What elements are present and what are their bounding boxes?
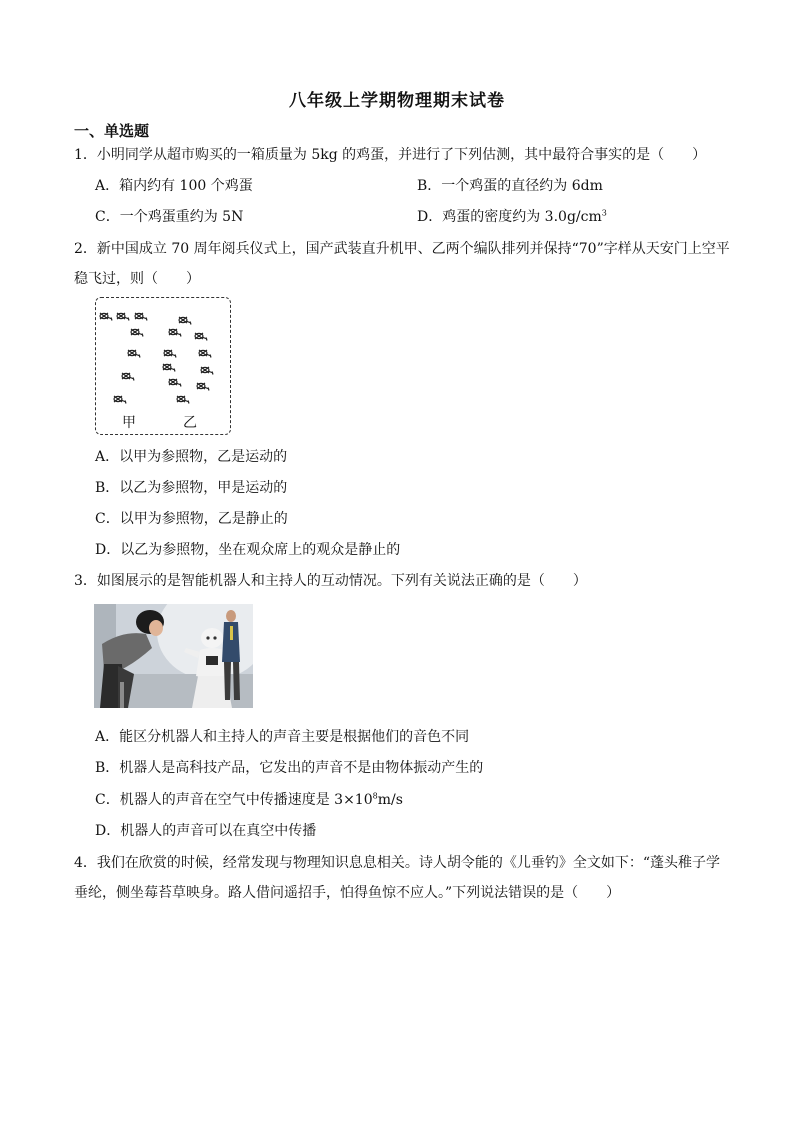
question-3-option-d: D．机器人的声音可以在真空中传播 — [95, 823, 317, 839]
formation-label-yi: 乙 — [183, 415, 197, 431]
question-1-option-b: B．一个鸡蛋的直径约为 6dm — [417, 178, 603, 194]
page-title: 八年级上学期物理期末试卷 — [289, 91, 505, 111]
section-heading: 一、单选题 — [74, 122, 150, 140]
question-3-option-b: B．机器人是高科技产品，它发出的声音不是由物体振动产生的 — [95, 760, 484, 776]
question-3-stem: 3．如图展示的是智能机器人和主持人的互动情况。下列有关说法正确的是（ ） — [74, 573, 587, 589]
question-2-option-a: A．以甲为参照物，乙是运动的 — [95, 449, 288, 465]
question-1-option-d — [417, 207, 607, 227]
question-3-option-c-text: C．机器人的声音在空气中传播速度是 3×10 — [95, 792, 373, 808]
robot-host-photo — [94, 604, 253, 708]
question-4-stem-line1: 4．我们在欣赏的时候，经常发现与物理知识息息相关。诗人胡令能的《儿垂钓》全文如下：“蓬头稚子学 — [74, 855, 721, 871]
question-2-option-c: C．以甲为参照物，乙是静止的 — [95, 511, 288, 527]
robot-host-photo-drawing — [94, 604, 253, 708]
helicopter-formation-drawing — [96, 298, 229, 433]
question-1-option-a: A．箱内约有 100 个鸡蛋 — [95, 178, 253, 194]
question-2-stem-line1: 2．新中国成立 70 周年阅兵仪式上，国产武装直升机甲、乙两个编队排列并保持“70”字样从天安门上空平 — [74, 241, 730, 257]
question-1-stem: 1．小明同学从超市购买的一箱质量为 5kg 的鸡蛋，并进行了下列估测，其中最符合事实的是（ ） — [74, 147, 707, 163]
question-1-option-d-text: D．鸡蛋的密度约为 3.0g/cm — [417, 209, 602, 225]
question-4-stem-line2: 垂纶，侧坐莓苔草映身。路人借问遥招手，怕得鱼惊不应人。”下列说法错误的是（ ） — [74, 885, 621, 901]
question-2-stem-line2: 稳飞过，则（ ） — [74, 271, 200, 287]
question-1-option-c: C．一个鸡蛋重约为 5N — [95, 209, 244, 225]
question-3-option-a: A．能区分机器人和主持人的声音主要是根据他们的音色不同 — [95, 729, 470, 745]
question-2-option-b: B．以乙为参照物，甲是运动的 — [95, 480, 288, 496]
question-2-option-d: D．以乙为参照物，坐在观众席上的观众是静止的 — [95, 542, 401, 558]
question-3-option-c — [95, 790, 403, 810]
helicopter-formation-figure — [95, 297, 231, 435]
question-3-option-c-exponent: 8 — [372, 791, 378, 801]
formation-label-jia: 甲 — [122, 415, 136, 431]
question-1-option-d-exponent: 3 — [601, 208, 607, 218]
question-3-option-c-unit: m/s — [377, 792, 403, 808]
